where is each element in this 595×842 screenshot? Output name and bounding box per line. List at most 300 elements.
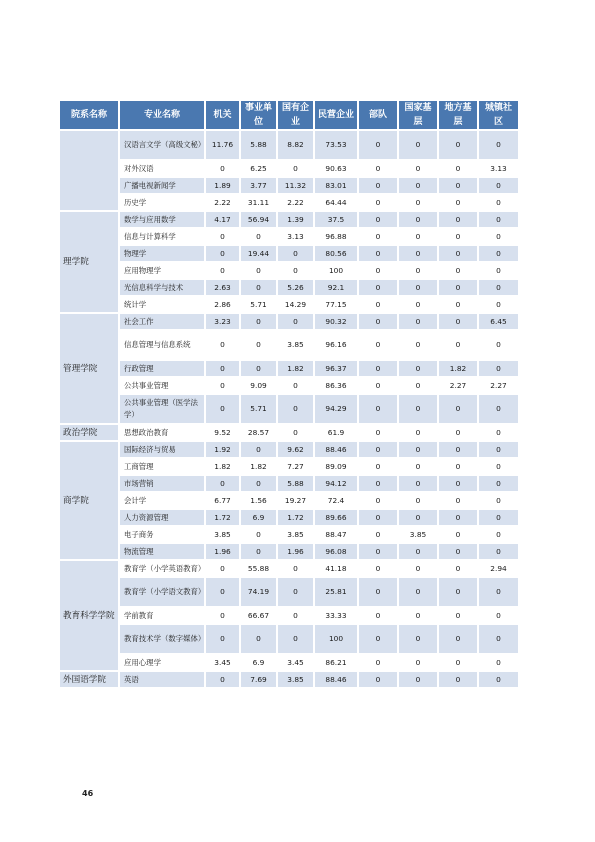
percentage-cell: 0: [479, 608, 520, 623]
percentage-cell: 0: [206, 161, 241, 176]
percentage-cell: 96.88: [315, 229, 359, 244]
percentage-cell: 3.13: [479, 161, 520, 176]
table-row: [60, 195, 520, 210]
percentage-cell: 0: [206, 608, 241, 623]
percentage-cell: 0: [359, 246, 399, 261]
percentage-cell: 0: [359, 608, 399, 623]
major-name: 广播电视新闻学: [120, 178, 206, 193]
percentage-cell: 0: [399, 378, 439, 393]
percentage-cell: 5.71: [241, 297, 278, 312]
percentage-cell: 0: [206, 476, 241, 491]
percentage-cell: 14.29: [278, 297, 315, 312]
percentage-cell: 2.27: [439, 378, 479, 393]
percentage-cell: 1.92: [206, 442, 241, 457]
percentage-cell: 0: [399, 425, 439, 440]
percentage-cell: 3.23: [206, 314, 241, 329]
table-row: [60, 331, 520, 359]
percentage-cell: 0: [241, 476, 278, 491]
percentage-cell: 0: [278, 378, 315, 393]
major-name: 电子商务: [120, 527, 206, 542]
percentage-cell: 6.25: [241, 161, 278, 176]
percentage-cell: 0: [439, 212, 479, 227]
table-row: [60, 561, 520, 576]
percentage-cell: 0: [241, 280, 278, 295]
percentage-cell: 0: [278, 246, 315, 261]
percentage-cell: 0: [439, 314, 479, 329]
major-name: 教育学（小学英语教育）: [120, 561, 206, 576]
percentage-cell: 0: [206, 578, 241, 606]
major-name: 物流管理: [120, 544, 206, 559]
percentage-cell: 0: [439, 178, 479, 193]
percentage-cell: 0: [399, 510, 439, 525]
percentage-cell: 0: [241, 229, 278, 244]
percentage-cell: 0: [399, 314, 439, 329]
percentage-cell: 1.82: [278, 361, 315, 376]
table-row: [60, 608, 520, 623]
percentage-cell: 0: [479, 395, 520, 423]
percentage-cell: 0: [479, 527, 520, 542]
percentage-cell: 88.47: [315, 527, 359, 542]
percentage-cell: 0: [479, 178, 520, 193]
percentage-cell: 0: [399, 442, 439, 457]
percentage-cell: 0: [241, 314, 278, 329]
percentage-cell: 1.96: [206, 544, 241, 559]
percentage-cell: 5.26: [278, 280, 315, 295]
percentage-cell: 5.88: [241, 131, 278, 159]
percentage-cell: 1.96: [278, 544, 315, 559]
percentage-cell: 0: [439, 442, 479, 457]
percentage-cell: 1.82: [206, 459, 241, 474]
percentage-cell: 0: [399, 131, 439, 159]
percentage-cell: 9.52: [206, 425, 241, 440]
percentage-cell: 66.67: [241, 608, 278, 623]
percentage-cell: 56.94: [241, 212, 278, 227]
percentage-cell: 0: [278, 561, 315, 576]
percentage-cell: 0: [206, 263, 241, 278]
percentage-cell: 0: [359, 361, 399, 376]
percentage-cell: 64.44: [315, 195, 359, 210]
header-urban-community: 城镇社区: [479, 101, 520, 129]
table-row: [60, 510, 520, 525]
percentage-cell: 0: [359, 561, 399, 576]
percentage-cell: 0: [399, 195, 439, 210]
percentage-cell: 96.37: [315, 361, 359, 376]
table-row: [60, 297, 520, 312]
percentage-cell: 73.53: [315, 131, 359, 159]
table-row: [60, 280, 520, 295]
table-row: [60, 655, 520, 670]
table-row: [60, 131, 520, 159]
percentage-cell: 0: [359, 161, 399, 176]
percentage-cell: 80.56: [315, 246, 359, 261]
percentage-cell: 0: [399, 178, 439, 193]
percentage-cell: 0: [359, 378, 399, 393]
percentage-cell: 31.11: [241, 195, 278, 210]
percentage-cell: 0: [439, 544, 479, 559]
table-row: [60, 459, 520, 474]
percentage-cell: 3.85: [278, 331, 315, 359]
percentage-cell: 94.12: [315, 476, 359, 491]
percentage-cell: 0: [479, 510, 520, 525]
percentage-cell: 0: [399, 246, 439, 261]
percentage-cell: 0: [359, 229, 399, 244]
percentage-cell: 90.32: [315, 314, 359, 329]
percentage-cell: 0: [439, 527, 479, 542]
percentage-cell: 25.81: [315, 578, 359, 606]
percentage-cell: 2.27: [479, 378, 520, 393]
table-row: [60, 178, 520, 193]
percentage-cell: 3.45: [278, 655, 315, 670]
percentage-cell: 77.15: [315, 297, 359, 312]
percentage-cell: 5.88: [278, 476, 315, 491]
major-name: 社会工作: [120, 314, 206, 329]
percentage-cell: 0: [399, 493, 439, 508]
percentage-cell: 0: [479, 131, 520, 159]
percentage-cell: 0: [479, 476, 520, 491]
percentage-cell: 0: [479, 195, 520, 210]
percentage-cell: 0: [278, 161, 315, 176]
table-row: [60, 476, 520, 491]
percentage-cell: 0: [439, 331, 479, 359]
percentage-cell: 0: [479, 442, 520, 457]
percentage-cell: 1.72: [278, 510, 315, 525]
percentage-cell: 0: [359, 655, 399, 670]
percentage-cell: 0: [278, 395, 315, 423]
percentage-cell: 0: [399, 297, 439, 312]
percentage-cell: 0: [359, 195, 399, 210]
percentage-cell: 0: [359, 280, 399, 295]
table-row: [60, 578, 520, 606]
major-name: 物理学: [120, 246, 206, 261]
table-row: [60, 161, 520, 176]
table-row: [60, 246, 520, 261]
table-row: [60, 527, 520, 542]
percentage-cell: 0: [399, 476, 439, 491]
percentage-cell: 0: [479, 331, 520, 359]
percentage-cell: 3.85: [206, 527, 241, 542]
percentage-cell: 0: [479, 425, 520, 440]
percentage-cell: 0: [278, 314, 315, 329]
table-row: [60, 378, 520, 393]
percentage-cell: 0: [439, 280, 479, 295]
percentage-cell: 0: [479, 578, 520, 606]
percentage-cell: 3.45: [206, 655, 241, 670]
percentage-cell: 0: [399, 395, 439, 423]
percentage-cell: 0: [278, 608, 315, 623]
percentage-cell: 0: [399, 229, 439, 244]
major-name: 数学与应用数学: [120, 212, 206, 227]
college-name: 教育科学学院: [60, 561, 120, 670]
percentage-cell: 0: [479, 297, 520, 312]
percentage-cell: 0: [479, 544, 520, 559]
percentage-cell: 0: [359, 459, 399, 474]
percentage-cell: 0: [399, 212, 439, 227]
percentage-cell: 0: [399, 459, 439, 474]
percentage-cell: 0: [479, 229, 520, 244]
percentage-cell: 2.94: [479, 561, 520, 576]
percentage-cell: 0: [206, 378, 241, 393]
major-name: 市场营销: [120, 476, 206, 491]
percentage-cell: 0: [359, 263, 399, 278]
percentage-cell: 61.9: [315, 425, 359, 440]
percentage-cell: 0: [206, 561, 241, 576]
percentage-cell: 0: [206, 246, 241, 261]
percentage-cell: 19.27: [278, 493, 315, 508]
table-row: [60, 395, 520, 423]
percentage-cell: 41.18: [315, 561, 359, 576]
header-private-enterprise: 民营企业: [315, 101, 359, 129]
percentage-cell: 7.27: [278, 459, 315, 474]
percentage-cell: 0: [399, 608, 439, 623]
percentage-cell: 0: [439, 246, 479, 261]
percentage-cell: 4.17: [206, 212, 241, 227]
percentage-cell: 33.33: [315, 608, 359, 623]
percentage-cell: 1.72: [206, 510, 241, 525]
header-major: 专业名称: [120, 101, 206, 129]
percentage-cell: 0: [479, 263, 520, 278]
percentage-cell: 1.39: [278, 212, 315, 227]
major-name: 英语: [120, 672, 206, 687]
percentage-cell: 9.09: [241, 378, 278, 393]
percentage-cell: 6.45: [479, 314, 520, 329]
table-row: [60, 314, 520, 329]
major-name: 会计学: [120, 493, 206, 508]
page-number: 46: [82, 789, 94, 798]
percentage-cell: 0: [479, 493, 520, 508]
percentage-cell: 0: [359, 672, 399, 687]
college-name: 理学院: [60, 212, 120, 312]
major-name: 统计学: [120, 297, 206, 312]
percentage-cell: 0: [206, 361, 241, 376]
percentage-cell: 0: [206, 395, 241, 423]
employment-distribution-table: [60, 99, 520, 689]
percentage-cell: 74.19: [241, 578, 278, 606]
percentage-cell: 9.62: [278, 442, 315, 457]
percentage-cell: 2.63: [206, 280, 241, 295]
percentage-cell: 0: [439, 561, 479, 576]
major-name: 人力资源管理: [120, 510, 206, 525]
major-name: 历史学: [120, 195, 206, 210]
percentage-cell: 0: [479, 280, 520, 295]
percentage-cell: 55.88: [241, 561, 278, 576]
percentage-cell: 89.09: [315, 459, 359, 474]
percentage-cell: 0: [359, 331, 399, 359]
table-row: [60, 672, 520, 687]
major-name: 工商管理: [120, 459, 206, 474]
table-row: [60, 493, 520, 508]
table-row: [60, 212, 520, 227]
percentage-cell: 0: [206, 331, 241, 359]
percentage-cell: 0: [399, 561, 439, 576]
table-row: [60, 625, 520, 653]
college-name: 政治学院: [60, 425, 120, 440]
percentage-cell: 0: [439, 493, 479, 508]
percentage-cell: 0: [479, 246, 520, 261]
percentage-cell: 0: [359, 395, 399, 423]
percentage-cell: 0: [359, 527, 399, 542]
percentage-cell: 1.89: [206, 178, 241, 193]
percentage-cell: 0: [241, 527, 278, 542]
table-row: [60, 361, 520, 376]
percentage-cell: 0: [399, 361, 439, 376]
percentage-cell: 0: [206, 672, 241, 687]
percentage-cell: 0: [399, 544, 439, 559]
major-name: 对外汉语: [120, 161, 206, 176]
percentage-cell: 0: [241, 361, 278, 376]
table-row: [60, 263, 520, 278]
percentage-cell: 11.32: [278, 178, 315, 193]
percentage-cell: 0: [278, 625, 315, 653]
percentage-cell: 0: [359, 297, 399, 312]
major-name: 国际经济与贸易: [120, 442, 206, 457]
percentage-cell: 6.77: [206, 493, 241, 508]
percentage-cell: 0: [479, 625, 520, 653]
major-name: 教育技术学（数字媒体）: [120, 625, 206, 653]
percentage-cell: 0: [439, 395, 479, 423]
percentage-cell: 0: [439, 161, 479, 176]
percentage-cell: 8.82: [278, 131, 315, 159]
employment-table-wrapper: [60, 101, 520, 689]
percentage-cell: 0: [439, 608, 479, 623]
percentage-cell: 0: [359, 510, 399, 525]
percentage-cell: 0: [439, 229, 479, 244]
percentage-cell: 0: [479, 361, 520, 376]
percentage-cell: 3.13: [278, 229, 315, 244]
college-name: 商学院: [60, 442, 120, 559]
percentage-cell: 1.56: [241, 493, 278, 508]
percentage-cell: 0: [206, 625, 241, 653]
percentage-cell: 0: [359, 178, 399, 193]
percentage-cell: 2.22: [206, 195, 241, 210]
header-college: 院系名称: [60, 101, 120, 129]
percentage-cell: 0: [399, 331, 439, 359]
percentage-cell: 3.85: [278, 527, 315, 542]
percentage-cell: 0: [241, 442, 278, 457]
percentage-cell: 0: [359, 625, 399, 653]
percentage-cell: 0: [359, 314, 399, 329]
percentage-cell: 0: [278, 425, 315, 440]
table-row: [60, 442, 520, 457]
percentage-cell: 6.9: [241, 510, 278, 525]
major-name: 教育学（小学语文教育）: [120, 578, 206, 606]
percentage-cell: 0: [399, 655, 439, 670]
percentage-cell: 94.29: [315, 395, 359, 423]
percentage-cell: 0: [359, 442, 399, 457]
percentage-cell: 0: [359, 578, 399, 606]
major-name: 行政管理: [120, 361, 206, 376]
percentage-cell: 0: [241, 625, 278, 653]
table-header-row: [60, 101, 520, 129]
header-local-grassroots: 地方基层: [439, 101, 479, 129]
percentage-cell: 88.46: [315, 442, 359, 457]
percentage-cell: 0: [359, 131, 399, 159]
header-government: 机关: [206, 101, 241, 129]
percentage-cell: 28.57: [241, 425, 278, 440]
percentage-cell: 2.86: [206, 297, 241, 312]
percentage-cell: 90.63: [315, 161, 359, 176]
major-name: 应用心理学: [120, 655, 206, 670]
percentage-cell: 100: [315, 625, 359, 653]
percentage-cell: 0: [399, 578, 439, 606]
percentage-cell: 11.76: [206, 131, 241, 159]
percentage-cell: 0: [399, 263, 439, 278]
percentage-cell: 0: [241, 331, 278, 359]
percentage-cell: 0: [359, 544, 399, 559]
major-name: 汉语言文学（高级文秘）: [120, 131, 206, 159]
major-name: 公共事业管理: [120, 378, 206, 393]
percentage-cell: 0: [206, 229, 241, 244]
percentage-cell: 0: [359, 212, 399, 227]
table-row: [60, 229, 520, 244]
percentage-cell: 0: [399, 625, 439, 653]
percentage-cell: 0: [399, 161, 439, 176]
percentage-cell: 86.21: [315, 655, 359, 670]
header-public-institution: 事业单位: [241, 101, 278, 129]
percentage-cell: 2.22: [278, 195, 315, 210]
table-body: [60, 131, 520, 687]
percentage-cell: 0: [439, 578, 479, 606]
major-name: 应用物理学: [120, 263, 206, 278]
percentage-cell: 0: [439, 131, 479, 159]
percentage-cell: 1.82: [241, 459, 278, 474]
percentage-cell: 0: [278, 578, 315, 606]
percentage-cell: 0: [399, 672, 439, 687]
college-name: 管理学院: [60, 314, 120, 423]
college-name: [60, 131, 120, 210]
percentage-cell: 83.01: [315, 178, 359, 193]
header-state-enterprise: 国有企业: [278, 101, 315, 129]
percentage-cell: 0: [439, 476, 479, 491]
percentage-cell: 0: [241, 263, 278, 278]
percentage-cell: 0: [439, 655, 479, 670]
major-name: 信息与计算科学: [120, 229, 206, 244]
percentage-cell: 1.82: [439, 361, 479, 376]
percentage-cell: 0: [479, 212, 520, 227]
percentage-cell: 0: [278, 263, 315, 278]
percentage-cell: 89.66: [315, 510, 359, 525]
table-row: [60, 544, 520, 559]
percentage-cell: 0: [359, 493, 399, 508]
percentage-cell: 0: [359, 476, 399, 491]
percentage-cell: 96.16: [315, 331, 359, 359]
major-name: 思想政治教育: [120, 425, 206, 440]
percentage-cell: 100: [315, 263, 359, 278]
percentage-cell: 0: [439, 459, 479, 474]
major-name: 光信息科学与技术: [120, 280, 206, 295]
percentage-cell: 5.71: [241, 395, 278, 423]
percentage-cell: 6.9: [241, 655, 278, 670]
percentage-cell: 0: [439, 510, 479, 525]
table-row: [60, 425, 520, 440]
header-national-grassroots: 国家基层: [399, 101, 439, 129]
percentage-cell: 3.85: [278, 672, 315, 687]
percentage-cell: 0: [359, 425, 399, 440]
header-military: 部队: [359, 101, 399, 129]
college-name: 外国语学院: [60, 672, 120, 687]
percentage-cell: 88.46: [315, 672, 359, 687]
percentage-cell: 72.4: [315, 493, 359, 508]
percentage-cell: 86.36: [315, 378, 359, 393]
major-name: 信息管理与信息系统: [120, 331, 206, 359]
percentage-cell: 0: [241, 544, 278, 559]
percentage-cell: 0: [439, 625, 479, 653]
percentage-cell: 0: [439, 263, 479, 278]
percentage-cell: 0: [479, 459, 520, 474]
percentage-cell: 3.85: [399, 527, 439, 542]
percentage-cell: 0: [399, 280, 439, 295]
percentage-cell: 7.69: [241, 672, 278, 687]
percentage-cell: 3.77: [241, 178, 278, 193]
